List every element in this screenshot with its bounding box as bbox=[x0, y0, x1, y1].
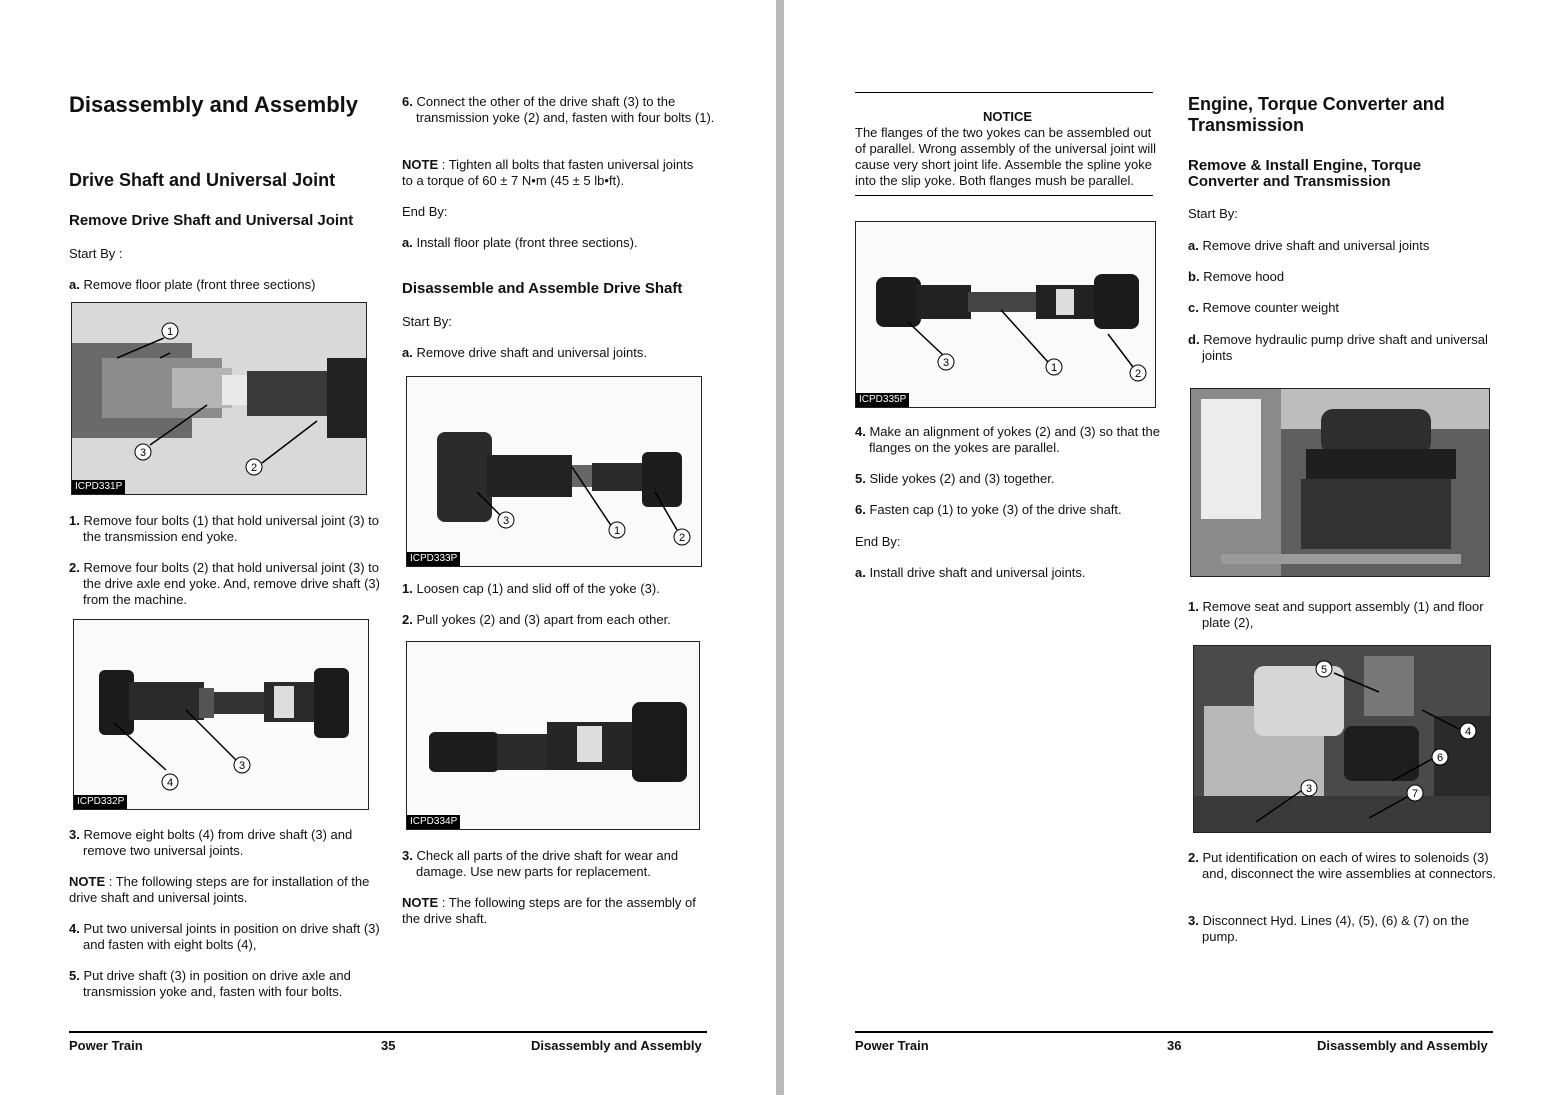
step-3 bbox=[69, 827, 388, 859]
start-by-item-a bbox=[1188, 238, 1493, 254]
note-label: NOTE bbox=[402, 157, 439, 172]
seat-support-photo bbox=[1191, 389, 1489, 576]
callout-2: 2 bbox=[678, 532, 686, 544]
note-install bbox=[69, 874, 377, 906]
page-title: Disassembly and Assembly bbox=[69, 92, 358, 117]
step-text: Disconnect Hyd. Lines (4), (5), (6) & (7) on the pump. bbox=[1202, 913, 1470, 944]
step-6 bbox=[402, 94, 716, 126]
disassemble-step-2 bbox=[402, 612, 716, 628]
figure-seat-assembly bbox=[1190, 388, 1490, 577]
item-letter: a. bbox=[855, 565, 866, 580]
note-text: : The following steps are for the assembly of the drive shaft. bbox=[402, 895, 696, 926]
figure-icpd331p bbox=[71, 302, 367, 495]
start-by-item-d bbox=[1188, 332, 1507, 364]
assemble-step-6 bbox=[855, 502, 1169, 518]
notice-title: NOTICE bbox=[982, 109, 1033, 124]
footer-section: Power Train bbox=[855, 1038, 929, 1053]
end-by-label: End By: bbox=[402, 204, 448, 219]
item-text: Remove drive shaft and universal joints. bbox=[416, 345, 647, 360]
step-text: Remove seat and support assembly (1) and floor plate (2), bbox=[1202, 599, 1484, 630]
item-text: Remove hood bbox=[1203, 269, 1285, 284]
subsection-heading-disassemble: Disassemble and Assemble Drive Shaft bbox=[402, 280, 683, 297]
disassemble-step-3 bbox=[402, 848, 716, 880]
footer-rule bbox=[855, 1031, 1493, 1033]
figure-hydraulic-pump bbox=[1193, 645, 1491, 833]
note-text: : Tighten all bolts that fasten universal joints to a torque of 60 ± 7 N•m (45 ± 5 lb•ft). bbox=[402, 157, 694, 188]
step-number: 2. bbox=[1188, 850, 1199, 865]
figure-label: ICPD333P bbox=[407, 552, 460, 566]
subsection-heading-engine: Remove & Install Engine, Torque Converter and Transmission bbox=[1188, 157, 1422, 190]
figure-icpd333p bbox=[406, 376, 702, 567]
start-by-item-b bbox=[1188, 269, 1493, 285]
page-gutter bbox=[776, 0, 784, 1095]
engine-step-3 bbox=[1188, 913, 1507, 945]
step-text: Fasten cap (1) to yoke (3) of the drive shaft. bbox=[869, 502, 1122, 517]
start-by-label: Start By : bbox=[69, 246, 123, 261]
step-5 bbox=[69, 968, 388, 1000]
step-text: Make an alignment of yokes (2) and (3) so that the flanges on the yokes are parallel. bbox=[869, 424, 1160, 455]
engine-step-2 bbox=[1188, 850, 1507, 882]
step-number: 5. bbox=[69, 968, 80, 983]
notice-text: The flanges of the two yokes can be assembled out of parallel. Wrong assembly of the universal joint will cause very short joint life. Assemble the spline yoke into the slip yoke. Both flanges mush be parallel. bbox=[855, 125, 1157, 188]
callout-2: 2 bbox=[250, 462, 258, 474]
callout-3: 3 bbox=[139, 447, 147, 459]
footer-rule bbox=[69, 1031, 707, 1033]
step-text: Check all parts of the drive shaft for wear and damage. Use new parts for replacement. bbox=[416, 848, 679, 879]
callout-1: 1 bbox=[166, 326, 174, 338]
note-assembly bbox=[402, 895, 702, 927]
start-by-label: Start By: bbox=[1188, 206, 1238, 221]
callout-1: 1 bbox=[613, 525, 621, 537]
notice-top-rule bbox=[855, 92, 1153, 93]
item-letter: c. bbox=[1188, 300, 1199, 315]
disassemble-step-1 bbox=[402, 581, 716, 597]
step-number: 1. bbox=[402, 581, 413, 596]
start-by-item-c bbox=[1188, 300, 1493, 316]
item-text: Remove drive shaft and universal joints bbox=[1202, 238, 1430, 253]
step-text: Put two universal joints in position on drive shaft (3) and fasten with eight bolts (4), bbox=[83, 921, 380, 952]
start-by-item bbox=[69, 277, 379, 293]
item-text: Remove floor plate (front three sections) bbox=[83, 277, 316, 292]
footer-page-number: 35 bbox=[381, 1038, 396, 1053]
step-text: Remove eight bolts (4) from drive shaft (3) and remove two universal joints. bbox=[83, 827, 353, 858]
step-number: 2. bbox=[69, 560, 80, 575]
callout-4: 4 bbox=[1464, 726, 1472, 738]
callout-2: 2 bbox=[1134, 368, 1142, 380]
item-letter: d. bbox=[1188, 332, 1200, 347]
figure-icpd332p bbox=[73, 619, 369, 810]
step-number: 4. bbox=[69, 921, 80, 936]
note-text: : The following steps are for installation of the drive shaft and universal joints. bbox=[69, 874, 370, 905]
start-by-label: Start By: bbox=[402, 314, 452, 329]
step-text: Remove four bolts (2) that hold universal joint (3) to the drive axle end yoke. And, remove drive shaft (3) from the machine. bbox=[83, 560, 380, 607]
notice-box bbox=[855, 109, 1160, 189]
step-text: Pull yokes (2) and (3) apart from each other. bbox=[416, 612, 671, 627]
callout-1: 1 bbox=[1050, 362, 1058, 374]
step-text: Slide yokes (2) and (3) together. bbox=[869, 471, 1055, 486]
step-number: 4. bbox=[855, 424, 866, 439]
step-number: 6. bbox=[855, 502, 866, 517]
figure-label: ICPD334P bbox=[407, 815, 460, 829]
step-number: 3. bbox=[1188, 913, 1199, 928]
item-text: Remove counter weight bbox=[1202, 300, 1340, 315]
drive-shaft-cap-photo bbox=[407, 377, 701, 566]
step-number: 1. bbox=[1188, 599, 1199, 614]
item-letter: b. bbox=[1188, 269, 1200, 284]
assemble-step-5 bbox=[855, 471, 1169, 487]
end-by-label: End By: bbox=[855, 534, 901, 549]
figure-label: ICPD335P bbox=[856, 393, 909, 407]
footer-section: Power Train bbox=[69, 1038, 143, 1053]
spline-shaft-photo bbox=[407, 642, 699, 829]
step-4 bbox=[69, 921, 388, 953]
callout-3: 3 bbox=[238, 760, 246, 772]
item-text: Install drive shaft and universal joints. bbox=[869, 565, 1086, 580]
hydraulic-pump-photo bbox=[1194, 646, 1490, 832]
chapter-title: Engine, Torque Converter and Transmission bbox=[1188, 94, 1445, 135]
note-torque bbox=[402, 157, 702, 189]
footer-page-number: 36 bbox=[1167, 1038, 1182, 1053]
step-text: Remove four bolts (1) that hold universal joint (3) to the transmission end yoke. bbox=[83, 513, 379, 544]
drive-shaft-closeup-photo bbox=[72, 303, 366, 494]
subsection-heading: Remove Drive Shaft and Universal Joint bbox=[69, 212, 354, 229]
figure-icpd334p bbox=[406, 641, 700, 830]
assemble-step-4 bbox=[855, 424, 1169, 456]
step-2 bbox=[69, 560, 388, 608]
notice-bottom-rule bbox=[855, 195, 1153, 196]
figure-icpd335p bbox=[855, 221, 1156, 408]
aligned-drive-shaft-photo bbox=[856, 222, 1155, 407]
note-label: NOTE bbox=[402, 895, 439, 910]
step-number: 5. bbox=[855, 471, 866, 486]
callout-3: 3 bbox=[1305, 783, 1313, 795]
item-letter: a. bbox=[1188, 238, 1199, 253]
end-by-item bbox=[855, 565, 1155, 581]
footer-chapter: Disassembly and Assembly bbox=[531, 1038, 702, 1053]
figure-label: ICPD331P bbox=[72, 480, 125, 494]
step-number: 3. bbox=[402, 848, 413, 863]
step-number: 1. bbox=[69, 513, 80, 528]
step-text: Put drive shaft (3) in position on drive axle and transmission yoke and, fasten with four bolts. bbox=[83, 968, 351, 999]
engine-step-1 bbox=[1188, 599, 1507, 631]
callout-3: 3 bbox=[942, 357, 950, 369]
step-number: 3. bbox=[69, 827, 80, 842]
step-text: Put identification on each of wires to solenoids (3) and, disconnect the wire assemblies at connectors. bbox=[1202, 850, 1497, 881]
item-letter: a. bbox=[402, 345, 413, 360]
step-text: Connect the other of the drive shaft (3) to the transmission yoke (2) and, fasten with four bolts (1). bbox=[416, 94, 715, 125]
footer-chapter: Disassembly and Assembly bbox=[1317, 1038, 1488, 1053]
drive-shaft-photo bbox=[74, 620, 368, 809]
callout-7: 7 bbox=[1411, 788, 1419, 800]
step-number: 2. bbox=[402, 612, 413, 627]
step-1 bbox=[69, 513, 388, 545]
step-number: 6. bbox=[402, 94, 413, 109]
note-label: NOTE bbox=[69, 874, 106, 889]
callout-6: 6 bbox=[1436, 752, 1444, 764]
callout-3: 3 bbox=[502, 515, 510, 527]
end-by-item bbox=[402, 235, 702, 251]
item-text: Remove hydraulic pump drive shaft and universal joints bbox=[1202, 332, 1488, 363]
item-letter: a. bbox=[69, 277, 80, 292]
section-heading: Drive Shaft and Universal Joint bbox=[69, 170, 336, 190]
figure-label: ICPD332P bbox=[74, 795, 127, 809]
step-text: Loosen cap (1) and slid off of the yoke (3). bbox=[416, 581, 660, 596]
start-by-item bbox=[402, 345, 702, 361]
item-text: Install floor plate (front three sections). bbox=[416, 235, 638, 250]
callout-5: 5 bbox=[1320, 664, 1328, 676]
item-letter: a. bbox=[402, 235, 413, 250]
callout-4: 4 bbox=[166, 777, 174, 789]
